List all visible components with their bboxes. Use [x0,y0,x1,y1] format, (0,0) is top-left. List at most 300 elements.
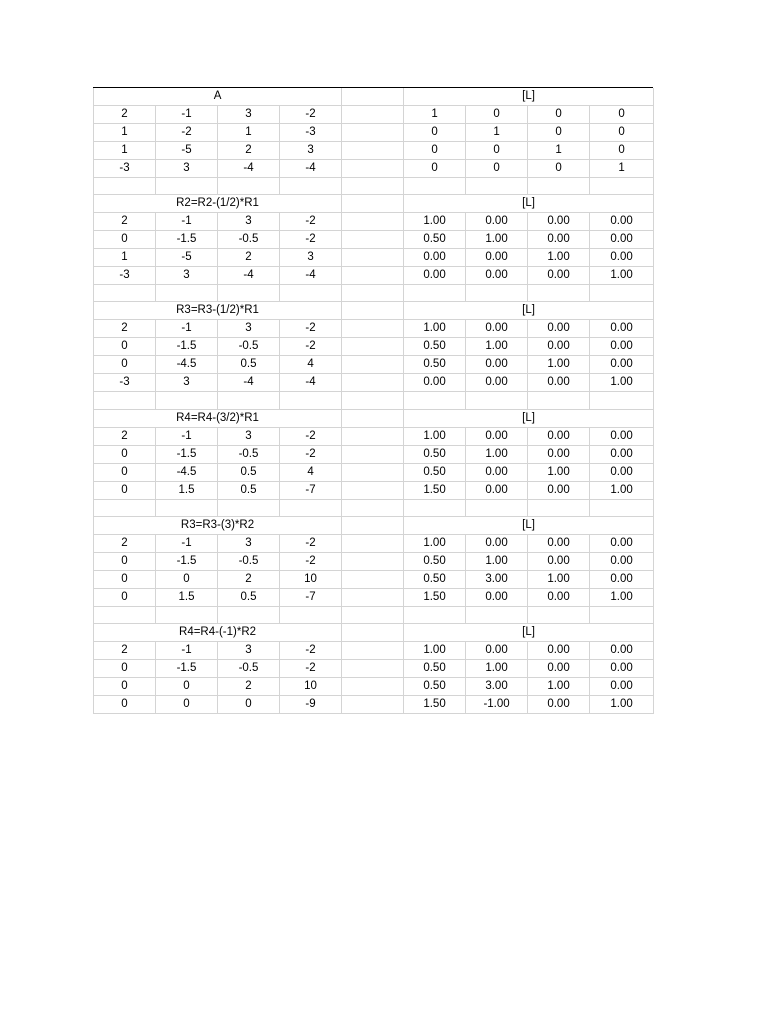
gap-cell[interactable] [342,302,404,320]
matrix-a-cell-value: 3 [245,322,252,335]
matrix-a-cell[interactable] [218,231,280,249]
matrix-a-cell[interactable] [94,231,156,249]
matrix-l-title: [L] [522,411,535,424]
matrix-l-cell[interactable] [528,570,590,588]
empty-cell[interactable] [218,606,280,623]
matrix-a-cell[interactable] [94,588,156,606]
gap-cell[interactable] [342,445,404,463]
matrix-a-cell[interactable] [156,106,218,124]
matrix-l-cell[interactable] [466,570,528,588]
matrix-a-cell[interactable] [218,659,280,677]
empty-cell[interactable] [590,606,654,623]
matrix-a-cell[interactable] [218,641,280,659]
matrix-l-cell[interactable] [466,445,528,463]
matrix-a-cell[interactable] [218,356,280,374]
matrix-a-title-cell[interactable] [94,88,342,106]
matrix-a-cell[interactable] [156,267,218,285]
matrix-l-cell[interactable] [590,338,654,356]
gap-cell[interactable] [342,231,404,249]
matrix-l-cell[interactable] [466,641,528,659]
matrix-l-cell[interactable] [528,481,590,499]
matrix-a-cell-value: -0.5 [238,340,259,353]
matrix-l-cell-value: 0.50 [423,661,446,674]
empty-cell[interactable] [94,499,156,516]
empty-cell[interactable] [218,178,280,195]
matrix-a-cell[interactable] [156,552,218,570]
matrix-a-cell[interactable] [218,213,280,231]
matrix-a-cell[interactable] [94,356,156,374]
matrix-l-cell[interactable] [590,481,654,499]
matrix-l-cell[interactable] [466,213,528,231]
empty-cell[interactable] [342,499,404,516]
empty-cell[interactable] [342,392,404,409]
matrix-l-cell[interactable] [466,374,528,392]
matrix-a-cell[interactable] [94,463,156,481]
matrix-l-cell[interactable] [466,160,528,178]
matrix-l-cell[interactable] [590,374,654,392]
matrix-a-cell[interactable] [280,463,342,481]
matrix-a-cell[interactable] [280,659,342,677]
empty-cell[interactable] [94,392,156,409]
gap-cell[interactable] [342,677,404,695]
matrix-l-cell-value: 0.00 [610,465,633,478]
matrix-a-cell[interactable] [156,142,218,160]
matrix-a-cell[interactable] [156,659,218,677]
empty-cell[interactable] [404,285,466,302]
matrix-a-cell[interactable] [280,106,342,124]
matrix-l-cell[interactable] [590,427,654,445]
matrix-l-cell[interactable] [404,641,466,659]
matrix-l-cell[interactable] [528,463,590,481]
matrix-l-cell[interactable] [590,695,654,713]
empty-cell[interactable] [342,285,404,302]
matrix-l-cell[interactable] [590,267,654,285]
matrix-l-cell-value: 1.00 [547,679,570,692]
matrix-a-cell[interactable] [218,160,280,178]
matrix-a-cell[interactable] [94,267,156,285]
matrix-l-cell[interactable] [528,552,590,570]
matrix-a-cell[interactable] [218,320,280,338]
matrix-a-cell[interactable] [156,534,218,552]
gap-cell[interactable] [342,374,404,392]
matrix-l-cell[interactable] [466,231,528,249]
matrix-l-cell[interactable] [404,106,466,124]
matrix-l-cell[interactable] [466,249,528,267]
matrix-row [94,338,654,356]
matrix-l-cell[interactable] [404,588,466,606]
gap-cell[interactable] [342,481,404,499]
matrix-l-cell[interactable] [528,320,590,338]
spacer-row [94,178,654,195]
matrix-a-cell[interactable] [94,160,156,178]
matrix-a-cell[interactable] [156,695,218,713]
matrix-a-cell[interactable] [94,481,156,499]
matrix-a-cell[interactable] [218,249,280,267]
matrix-a-cell[interactable] [156,213,218,231]
gap-cell[interactable] [342,267,404,285]
matrix-a-cell[interactable] [280,534,342,552]
matrix-a-cell[interactable] [218,677,280,695]
matrix-a-cell[interactable] [94,534,156,552]
empty-cell[interactable] [280,499,342,516]
empty-cell[interactable] [466,499,528,516]
gap-cell[interactable] [342,356,404,374]
matrix-a-cell[interactable] [280,320,342,338]
matrix-a-title-cell[interactable] [94,195,342,213]
empty-cell[interactable] [156,606,218,623]
matrix-a-cell[interactable] [280,124,342,142]
matrix-a-cell[interactable] [156,124,218,142]
matrix-a-cell[interactable] [280,445,342,463]
matrix-l-cell[interactable] [528,231,590,249]
matrix-l-cell-value: 0 [555,126,562,138]
gap-cell[interactable] [342,88,404,106]
matrix-l-cell[interactable] [528,356,590,374]
matrix-l-cell[interactable] [590,552,654,570]
empty-cell[interactable] [528,392,590,409]
matrix-l-cell-value: 0.50 [423,233,446,246]
matrix-a-cell[interactable] [280,481,342,499]
matrix-l-cell[interactable] [528,374,590,392]
matrix-l-cell[interactable] [404,463,466,481]
matrix-l-cell[interactable] [590,445,654,463]
matrix-a-cell[interactable] [156,641,218,659]
matrix-a-cell[interactable] [156,160,218,178]
matrix-a-cell[interactable] [156,463,218,481]
matrix-l-cell[interactable] [528,106,590,124]
empty-cell[interactable] [218,285,280,302]
matrix-a-cell[interactable] [280,677,342,695]
empty-cell[interactable] [528,499,590,516]
matrix-row [94,231,654,249]
matrix-a-cell[interactable] [156,481,218,499]
matrix-l-cell[interactable] [590,356,654,374]
matrix-a-cell[interactable] [218,695,280,713]
matrix-a-cell[interactable] [156,356,218,374]
matrix-l-cell[interactable] [404,552,466,570]
matrix-l-cell[interactable] [404,677,466,695]
matrix-a-cell[interactable] [94,659,156,677]
matrix-l-cell[interactable] [590,249,654,267]
matrix-l-cell[interactable] [528,659,590,677]
matrix-a-cell[interactable] [94,249,156,267]
matrix-a-cell[interactable] [94,552,156,570]
matrix-a-cell[interactable] [94,445,156,463]
matrix-a-cell[interactable] [218,570,280,588]
matrix-a-cell[interactable] [218,142,280,160]
gap-cell[interactable] [342,552,404,570]
matrix-l-cell[interactable] [404,534,466,552]
gap-cell[interactable] [342,142,404,160]
matrix-l-cell[interactable] [466,534,528,552]
matrix-l-cell[interactable] [528,338,590,356]
matrix-a-title-cell[interactable] [94,302,342,320]
matrix-a-cell[interactable] [94,106,156,124]
matrix-a-cell[interactable] [280,213,342,231]
matrix-l-cell[interactable] [528,267,590,285]
gap-cell[interactable] [342,338,404,356]
gap-cell[interactable] [342,160,404,178]
matrix-l-cell[interactable] [528,588,590,606]
empty-cell[interactable] [528,178,590,195]
gap-cell[interactable] [342,516,404,534]
matrix-l-cell[interactable] [404,249,466,267]
matrix-a-cell[interactable] [280,267,342,285]
gap-cell[interactable] [342,249,404,267]
matrix-l-title-cell[interactable] [404,88,654,106]
matrix-l-cell[interactable] [590,106,654,124]
empty-cell[interactable] [280,606,342,623]
empty-cell[interactable] [590,499,654,516]
matrix-a-cell[interactable] [94,320,156,338]
matrix-l-cell[interactable] [466,124,528,142]
matrix-a-cell[interactable] [280,249,342,267]
matrix-a-cell[interactable] [280,588,342,606]
matrix-l-cell[interactable] [590,142,654,160]
empty-cell[interactable] [94,606,156,623]
gap-cell[interactable] [342,409,404,427]
matrix-a-cell[interactable] [94,213,156,231]
matrix-l-cell[interactable] [466,695,528,713]
gap-cell[interactable] [342,124,404,142]
empty-cell[interactable] [280,392,342,409]
empty-cell[interactable] [94,178,156,195]
matrix-l-cell[interactable] [404,160,466,178]
matrix-l-cell[interactable] [590,570,654,588]
matrix-a-cell[interactable] [218,534,280,552]
empty-cell[interactable] [528,285,590,302]
gap-cell[interactable] [342,463,404,481]
matrix-l-cell[interactable] [404,427,466,445]
matrix-l-cell[interactable] [590,160,654,178]
empty-cell[interactable] [466,392,528,409]
gap-cell[interactable] [342,320,404,338]
matrix-a-cell[interactable] [218,552,280,570]
matrix-a-cell-value: 0 [121,233,128,246]
empty-cell[interactable] [218,392,280,409]
empty-cell[interactable] [590,285,654,302]
matrix-a-cell-value: 3 [183,162,190,174]
matrix-l-cell[interactable] [466,142,528,160]
matrix-row [94,588,654,606]
matrix-l-title-cell[interactable] [404,516,654,534]
empty-cell[interactable] [156,392,218,409]
gap-cell[interactable] [342,588,404,606]
empty-cell[interactable] [466,178,528,195]
matrix-l-cell[interactable] [404,213,466,231]
matrix-a-cell[interactable] [280,142,342,160]
matrix-a-cell[interactable] [156,374,218,392]
matrix-a-cell-value: 0 [183,697,190,710]
gap-cell[interactable] [342,195,404,213]
matrix-l-cell[interactable] [466,463,528,481]
matrix-l-cell[interactable] [404,338,466,356]
matrix-a-cell[interactable] [218,338,280,356]
matrix-a-cell[interactable] [280,427,342,445]
gap-cell[interactable] [342,427,404,445]
matrix-a-cell[interactable] [94,338,156,356]
matrix-a-cell[interactable] [280,160,342,178]
matrix-a-cell[interactable] [280,695,342,713]
empty-cell[interactable] [404,392,466,409]
matrix-l-cell[interactable] [404,356,466,374]
matrix-l-cell[interactable] [528,160,590,178]
matrix-a-title-cell[interactable] [94,623,342,641]
empty-cell[interactable] [342,606,404,623]
matrix-a-cell[interactable] [218,374,280,392]
empty-cell[interactable] [280,285,342,302]
matrix-l-cell[interactable] [404,320,466,338]
matrix-a-title-cell[interactable] [94,516,342,534]
matrix-a-cell[interactable] [280,641,342,659]
matrix-l-cell[interactable] [528,427,590,445]
matrix-l-cell[interactable] [466,481,528,499]
matrix-l-cell[interactable] [590,213,654,231]
empty-cell[interactable] [342,178,404,195]
matrix-l-cell[interactable] [404,570,466,588]
matrix-a-cell[interactable] [218,267,280,285]
matrix-l-cell[interactable] [590,534,654,552]
empty-cell[interactable] [156,178,218,195]
matrix-a-cell[interactable] [156,445,218,463]
matrix-a-cell[interactable] [94,124,156,142]
matrix-l-title-cell[interactable] [404,195,654,213]
matrix-l-cell[interactable] [528,677,590,695]
empty-cell[interactable] [156,499,218,516]
matrix-a-cell[interactable] [280,374,342,392]
empty-cell[interactable] [404,178,466,195]
matrix-l-cell[interactable] [528,213,590,231]
matrix-a-cell[interactable] [94,142,156,160]
gap-cell[interactable] [342,695,404,713]
matrix-l-cell[interactable] [590,463,654,481]
matrix-l-cell[interactable] [404,445,466,463]
matrix-a-cell[interactable] [218,463,280,481]
matrix-a-cell[interactable] [156,249,218,267]
matrix-a-cell[interactable] [280,338,342,356]
matrix-l-cell[interactable] [404,659,466,677]
matrix-l-cell[interactable] [404,231,466,249]
matrix-a-cell[interactable] [94,677,156,695]
matrix-l-cell[interactable] [404,142,466,160]
empty-cell[interactable] [404,499,466,516]
gap-cell[interactable] [342,659,404,677]
matrix-l-cell[interactable] [466,356,528,374]
matrix-a-cell[interactable] [156,338,218,356]
matrix-a-cell[interactable] [218,427,280,445]
matrix-a-cell[interactable] [218,445,280,463]
matrix-a-cell[interactable] [156,427,218,445]
matrix-l-cell[interactable] [590,641,654,659]
matrix-l-cell[interactable] [466,267,528,285]
matrix-l-cell[interactable] [590,320,654,338]
empty-cell[interactable] [404,606,466,623]
gap-cell[interactable] [342,106,404,124]
empty-cell[interactable] [218,499,280,516]
matrix-l-cell[interactable] [528,249,590,267]
matrix-l-cell[interactable] [404,695,466,713]
matrix-a-cell[interactable] [156,677,218,695]
matrix-l-cell[interactable] [466,320,528,338]
matrix-a-cell-value: 3 [245,215,252,228]
matrix-l-cell[interactable] [466,427,528,445]
matrix-l-cell-value: 0.00 [610,679,633,692]
matrix-l-title-cell[interactable] [404,409,654,427]
matrix-l-cell[interactable] [466,552,528,570]
matrix-a-cell[interactable] [156,570,218,588]
empty-cell[interactable] [466,285,528,302]
matrix-l-cell[interactable] [404,267,466,285]
matrix-l-cell[interactable] [466,338,528,356]
matrix-a-title-cell[interactable] [94,409,342,427]
empty-cell[interactable] [466,606,528,623]
matrix-l-cell[interactable] [404,481,466,499]
matrix-a-cell[interactable] [280,570,342,588]
matrix-a-cell[interactable] [94,641,156,659]
matrix-l-cell[interactable] [590,588,654,606]
matrix-a-cell[interactable] [280,231,342,249]
matrix-a-cell[interactable] [280,552,342,570]
matrix-l-cell[interactable] [404,124,466,142]
matrix-l-cell[interactable] [590,659,654,677]
matrix-a-cell-value: -1.5 [176,233,197,246]
matrix-l-cell[interactable] [528,445,590,463]
matrix-l-cell[interactable] [528,641,590,659]
matrix-a-cell[interactable] [94,695,156,713]
matrix-l-cell[interactable] [466,588,528,606]
matrix-a-cell[interactable] [94,570,156,588]
gap-cell[interactable] [342,623,404,641]
gap-cell[interactable] [342,534,404,552]
matrix-l-cell[interactable] [466,106,528,124]
matrix-a-cell[interactable] [156,320,218,338]
empty-cell[interactable] [590,392,654,409]
matrix-l-cell[interactable] [466,659,528,677]
matrix-l-cell[interactable] [528,534,590,552]
matrix-l-cell-value: 1.00 [485,554,508,567]
matrix-l-cell[interactable] [590,231,654,249]
matrix-l-title-cell[interactable] [404,623,654,641]
matrix-l-cell[interactable] [466,677,528,695]
empty-cell[interactable] [528,606,590,623]
matrix-l-cell[interactable] [590,677,654,695]
matrix-a-cell[interactable] [218,481,280,499]
matrix-a-cell[interactable] [156,588,218,606]
gap-cell[interactable] [342,641,404,659]
matrix-a-cell[interactable] [218,106,280,124]
empty-cell[interactable] [156,285,218,302]
matrix-l-cell[interactable] [528,142,590,160]
matrix-a-cell[interactable] [94,427,156,445]
matrix-a-cell[interactable] [94,374,156,392]
matrix-a-cell-value: 3 [245,429,252,442]
empty-cell[interactable] [280,178,342,195]
empty-cell[interactable] [94,285,156,302]
matrix-a-cell[interactable] [156,231,218,249]
matrix-l-cell[interactable] [590,124,654,142]
matrix-a-cell[interactable] [218,124,280,142]
matrix-a-cell[interactable] [280,356,342,374]
matrix-l-cell[interactable] [528,124,590,142]
matrix-a-cell[interactable] [218,588,280,606]
empty-cell[interactable] [590,178,654,195]
matrix-l-cell-value: 0.00 [547,697,570,710]
gap-cell[interactable] [342,213,404,231]
gap-cell[interactable] [342,570,404,588]
matrix-l-title-cell[interactable] [404,302,654,320]
matrix-l-cell[interactable] [404,374,466,392]
matrix-l-cell[interactable] [528,695,590,713]
